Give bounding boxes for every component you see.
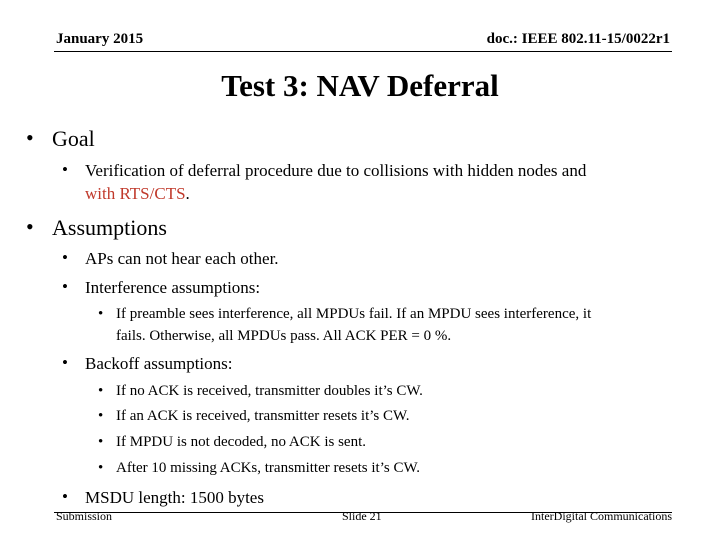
assumption-interference: Interference assumptions: <box>85 278 261 297</box>
bullet-dot: • <box>26 214 34 239</box>
interference-detail-line-2: fails. Otherwise, all MPDUs pass. All ACK PER = 0 %. <box>116 328 452 344</box>
bullet-dot: • <box>62 487 68 506</box>
bullet-dot: • <box>62 160 68 179</box>
goal-item-end: . <box>185 184 190 203</box>
footer-slide-number: Slide 21 <box>342 509 382 523</box>
bullet-dot: • <box>98 306 104 322</box>
header-rule <box>54 51 672 52</box>
backoff-item: If MPDU is not decoded, no ACK is sent. <box>116 434 366 450</box>
goal-item-accent: with RTS/CTS <box>85 184 186 203</box>
bullet-dot: • <box>98 383 104 399</box>
goal-item-line-2 <box>85 184 190 204</box>
goal-item-line-1: Verification of deferral procedure due to collisions with hidden nodes and <box>85 161 587 180</box>
bullet-dot: • <box>26 125 34 150</box>
backoff-item: If an ACK is received, transmitter resets it’s CW. <box>116 408 410 424</box>
bullet-dot: • <box>62 277 68 296</box>
assumptions-heading: Assumptions <box>52 215 167 240</box>
footer-company: InterDigital Communications <box>531 509 672 523</box>
slide-title: Test 3: NAV Deferral <box>221 68 499 103</box>
assumption-ap: APs can not hear each other. <box>85 249 279 268</box>
bullet-dot: • <box>62 353 68 372</box>
header-doc-id: doc.: IEEE 802.11-15/0022r1 <box>486 31 670 47</box>
backoff-item: After 10 missing ACKs, transmitter resets it’s CW. <box>116 460 421 476</box>
bullet-dot: • <box>62 248 68 267</box>
bullet-dot: • <box>98 434 104 450</box>
interference-detail-line-1: If preamble sees interference, all MPDUs fail. If an MPDU sees interference, it <box>116 306 592 322</box>
assumption-backoff: Backoff assumptions: <box>85 354 233 373</box>
goal-heading: Goal <box>52 126 95 151</box>
footer-submission: Submission <box>56 509 113 523</box>
bullet-dot: • <box>98 408 104 424</box>
header-date: January 2015 <box>56 31 144 47</box>
backoff-item: If no ACK is received, transmitter doubles it’s CW. <box>116 383 423 399</box>
assumption-msdu: MSDU length: 1500 bytes <box>85 488 264 507</box>
bullet-dot: • <box>98 460 104 476</box>
